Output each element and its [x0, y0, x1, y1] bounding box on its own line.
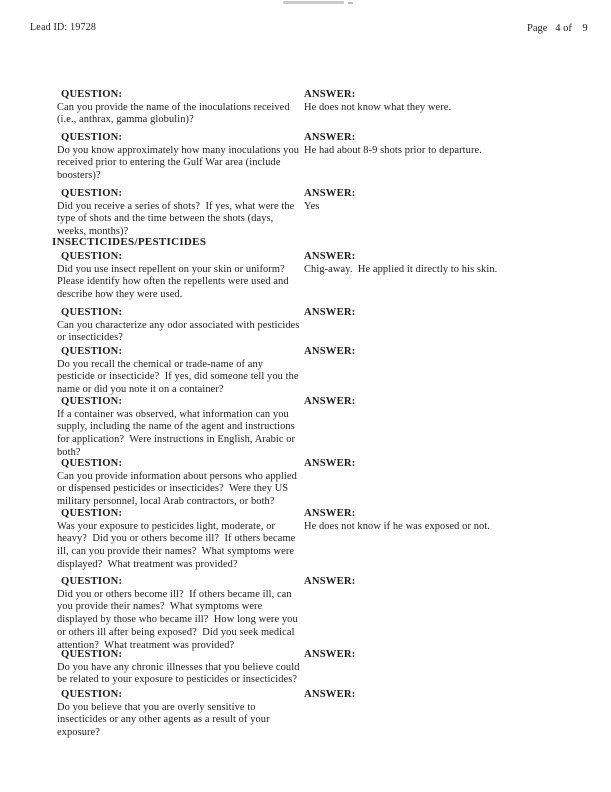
question-line: supply, including the name of the agent and instructions	[57, 421, 295, 433]
answer-block	[304, 88, 574, 114]
section-heading: INSECTICIDES/PESTICIDES	[52, 236, 207, 248]
question-label: QUESTION:	[61, 508, 123, 519]
question-block	[57, 131, 303, 183]
question-label: QUESTION:	[61, 346, 123, 357]
question-label: QUESTION:	[61, 458, 123, 469]
question-label: QUESTION:	[61, 89, 123, 100]
question-line: Did you or others become ill? If others became ill, can	[57, 588, 292, 600]
answer-label: ANSWER:	[304, 576, 356, 587]
question-line: If a container was observed, what information can you	[57, 408, 289, 420]
question-line: type of shots and the time between the shots (days,	[57, 213, 274, 225]
question-line: or others ill after being exposed? Did you seek medical	[57, 627, 295, 639]
question-block	[57, 507, 303, 572]
question-line: received prior to entering the Gulf War area (include	[57, 157, 281, 169]
question-label: QUESTION:	[61, 649, 123, 660]
question-line: exposure?	[57, 727, 101, 739]
question-line: or dispensed pesticides or insecticides? Were they US	[57, 483, 289, 495]
answer-label: ANSWER:	[304, 508, 356, 519]
question-line: Do you recall the chemical or trade-name of any	[57, 358, 264, 370]
answer-label: ANSWER:	[304, 307, 356, 318]
question-line: (i.e., anthrax, gamma globulin)?	[57, 114, 194, 126]
answer-block	[304, 575, 574, 589]
answer-label: ANSWER:	[304, 649, 356, 660]
answer-label: ANSWER:	[304, 689, 356, 700]
answer-label: ANSWER:	[304, 132, 356, 143]
question-line: Please identify how often the repellents were used and	[57, 276, 289, 288]
question-block	[57, 395, 303, 460]
question-line: both?	[57, 447, 81, 459]
answer-block	[304, 457, 574, 471]
answer-text: He does not know if he was exposed or not.	[304, 520, 491, 532]
answer-label: ANSWER:	[304, 396, 356, 407]
question-block	[57, 345, 303, 397]
question-block	[57, 688, 303, 740]
question-line: Can you provide the name of the inoculations received	[57, 101, 290, 113]
page-number: Page 4 of 9	[527, 23, 588, 34]
question-block	[57, 648, 303, 687]
question-line: for application? Were instructions in English, Arabic or	[57, 434, 296, 446]
question-line: heavy? Did you or others become ill? If others became	[57, 533, 296, 545]
question-line: Was your exposure to pesticides light, moderate, or	[57, 520, 276, 532]
answer-label: ANSWER:	[304, 346, 356, 357]
question-line: Do you know approximately how many inoculations you	[57, 144, 300, 156]
question-block	[57, 306, 303, 345]
question-label: QUESTION:	[61, 576, 123, 587]
question-label: QUESTION:	[61, 396, 123, 407]
question-block	[57, 187, 303, 239]
question-line: boosters)?	[57, 170, 101, 182]
answer-block	[304, 131, 574, 157]
question-line: name or did you note it on a container?	[57, 384, 224, 396]
question-line: Can you provide information about persons who applied	[57, 470, 297, 482]
question-line: military personnel, local Arab contractors, or both?	[57, 496, 275, 508]
question-label: QUESTION:	[61, 132, 123, 143]
question-line: displayed by those who became ill? How long were you	[57, 614, 298, 626]
answer-text: He does not know what they were.	[304, 101, 452, 113]
question-line: Do you believe that you are overly sensitive to	[57, 701, 256, 713]
scan-artifact-bar	[283, 1, 344, 4]
question-block	[57, 575, 303, 653]
question-line: Do you have any chronic illnesses that you believe could	[57, 661, 300, 673]
question-label: QUESTION:	[61, 307, 123, 318]
answer-block	[304, 648, 574, 662]
question-line: insecticides or any other agents as a result of your	[57, 714, 270, 726]
answer-label: ANSWER:	[304, 188, 356, 199]
question-line: pesticide or insecticide? If yes, did someone tell you the	[57, 371, 299, 383]
question-line: Did you receive a series of shots? If yes, what were the	[57, 200, 295, 212]
answer-block	[304, 187, 574, 213]
question-line: you provide their names? What symptoms were	[57, 601, 263, 613]
question-line: weeks, months)?	[57, 226, 129, 238]
question-line: displayed? What treatment was provided?	[57, 559, 238, 571]
question-line: describe how they were used.	[57, 289, 183, 301]
question-line: or insecticides?	[57, 332, 123, 344]
answer-block	[304, 507, 574, 533]
question-line: be related to your exposure to pesticides or insecticides?	[57, 674, 298, 686]
answer-label: ANSWER:	[304, 251, 356, 262]
question-block	[57, 457, 303, 509]
question-block	[57, 88, 303, 127]
answer-text: Yes	[304, 200, 320, 212]
question-label: QUESTION:	[61, 689, 123, 700]
answer-block	[304, 306, 574, 320]
answer-block	[304, 688, 574, 702]
question-line: Can you characterize any odor associated with pesticides	[57, 319, 300, 331]
answer-label: ANSWER:	[304, 458, 356, 469]
lead-id: Lead ID: 19728	[30, 22, 97, 33]
question-label: QUESTION:	[61, 188, 123, 199]
scan-artifact-dot	[348, 2, 353, 4]
question-block	[57, 250, 303, 302]
question-line: ill, can you provide their names? What symptoms were	[57, 546, 295, 558]
answer-label: ANSWER:	[304, 89, 356, 100]
answer-block	[304, 345, 574, 359]
question-line: Did you use insect repellent on your skin or uniform?	[57, 263, 285, 275]
answer-block	[304, 395, 574, 409]
question-line: attention? What treatment was provided?	[57, 640, 235, 652]
answer-block	[304, 250, 574, 276]
answer-text: Chig-away. He applied it directly to his skin.	[304, 263, 498, 275]
answer-text: He had about 8-9 shots prior to departure.	[304, 144, 482, 156]
question-label: QUESTION:	[61, 251, 123, 262]
